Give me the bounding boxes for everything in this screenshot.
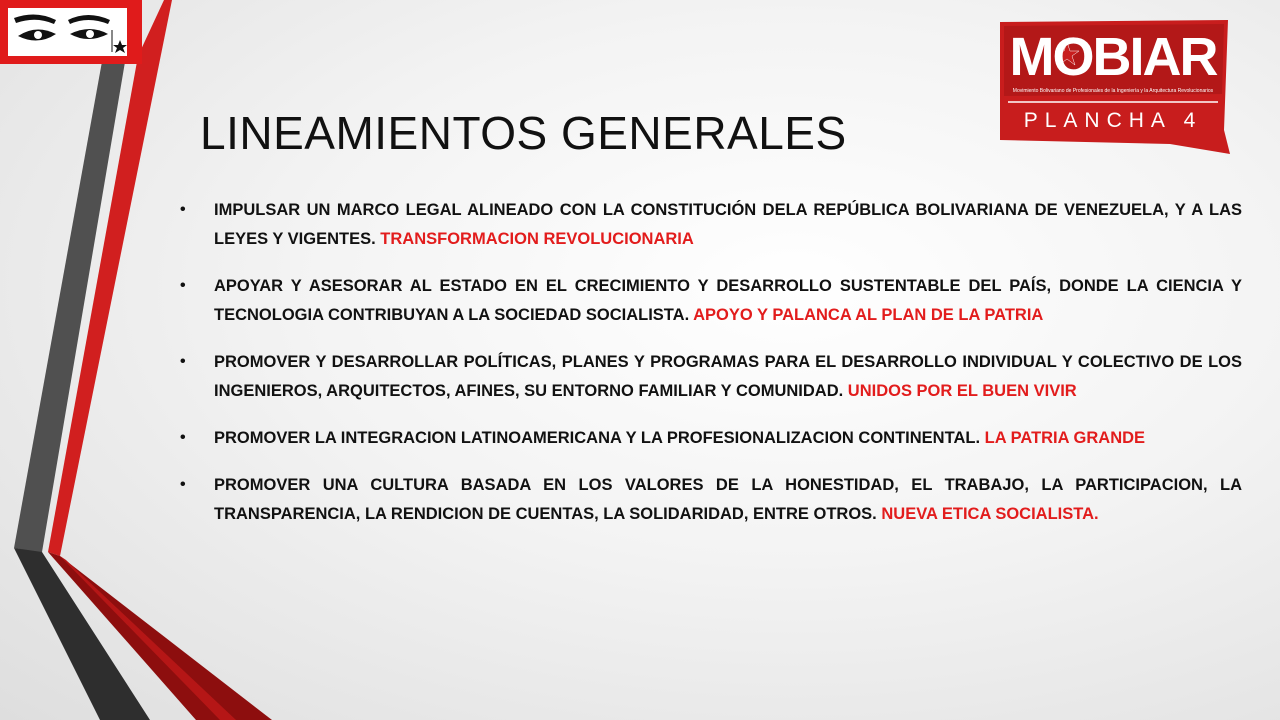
bullet-icon: •: [180, 429, 186, 446]
bullet-text: PROMOVER UNA CULTURA BASADA EN LOS VALORES DE LA HONESTIDAD, EL TRABAJO, LA PARTICIPACION, LA TRANSPARENCIA, LA RENDICION DE CUENTAS, LA SOLIDARIDAD, ENTRE OTROS.: [214, 476, 1242, 523]
mobiar-tagline: Movimiento Bolivariano de Profesionales de la Ingeniería y la Arquitectura Revolucionarios: [1012, 88, 1214, 94]
plancha-label: PLANCHA 4: [1023, 109, 1203, 132]
bullet-highlight: TRANSFORMACION REVOLUCIONARIA: [380, 230, 694, 248]
bullet-item: [176, 348, 1242, 406]
bullet-icon: •: [180, 277, 186, 294]
bullet-text: PROMOVER LA INTEGRACION LATINOAMERICANA Y LA PROFESIONALIZACION CONTINENTAL.: [214, 429, 981, 447]
bullet-text: PROMOVER Y DESARROLLAR POLÍTICAS, PLANES Y PROGRAMAS PARA EL DESARROLLO INDIVIDUAL Y COLECTIVO DE LOS INGENIEROS, ARQUITECTOS, AFINES, SU ENTORNO FAMILIAR Y COMUNIDAD.: [214, 353, 1242, 400]
mobiar-brand: MOBIAR: [1009, 27, 1217, 87]
bullet-highlight: LA PATRIA GRANDE: [984, 429, 1146, 447]
chavez-eyes-icon: [8, 8, 127, 56]
bullet-item: [176, 196, 1242, 254]
bullet-icon: •: [180, 353, 186, 370]
bullet-item: [176, 272, 1242, 330]
mobiar-logo: [994, 20, 1232, 154]
bullet-text: APOYAR Y ASESORAR AL ESTADO EN EL CRECIMIENTO Y DESARROLLO SUSTENTABLE DEL PAÍS, DONDE LA CIENCIA Y TECNOLOGIA CONTRIBUYAN A LA SOCIEDAD SOCIALISTA.: [214, 277, 1242, 324]
chavez-eyes-logo: [0, 0, 142, 64]
bullet-item: [176, 471, 1242, 529]
bullet-icon: •: [180, 476, 186, 493]
bullet-icon: •: [180, 201, 186, 218]
bullet-highlight: UNIDOS POR EL BUEN VIVIR: [847, 382, 1077, 400]
bullet-text: IMPULSAR UN MARCO LEGAL ALINEADO CON LA CONSTITUCIÓN DELA REPÚBLICA BOLIVARIANA DE VENEZUELA, Y A LAS LEYES Y VIGENTES.: [214, 201, 1242, 248]
bullet-highlight: APOYO Y PALANCA AL PLAN DE LA PATRIA: [693, 306, 1044, 324]
bullet-highlight: NUEVA ETICA SOCIALISTA.: [881, 505, 1099, 523]
bullet-item: [176, 424, 1242, 453]
bullet-list: [176, 196, 1242, 547]
slide-title: LINEAMIENTOS GENERALES: [200, 107, 847, 159]
